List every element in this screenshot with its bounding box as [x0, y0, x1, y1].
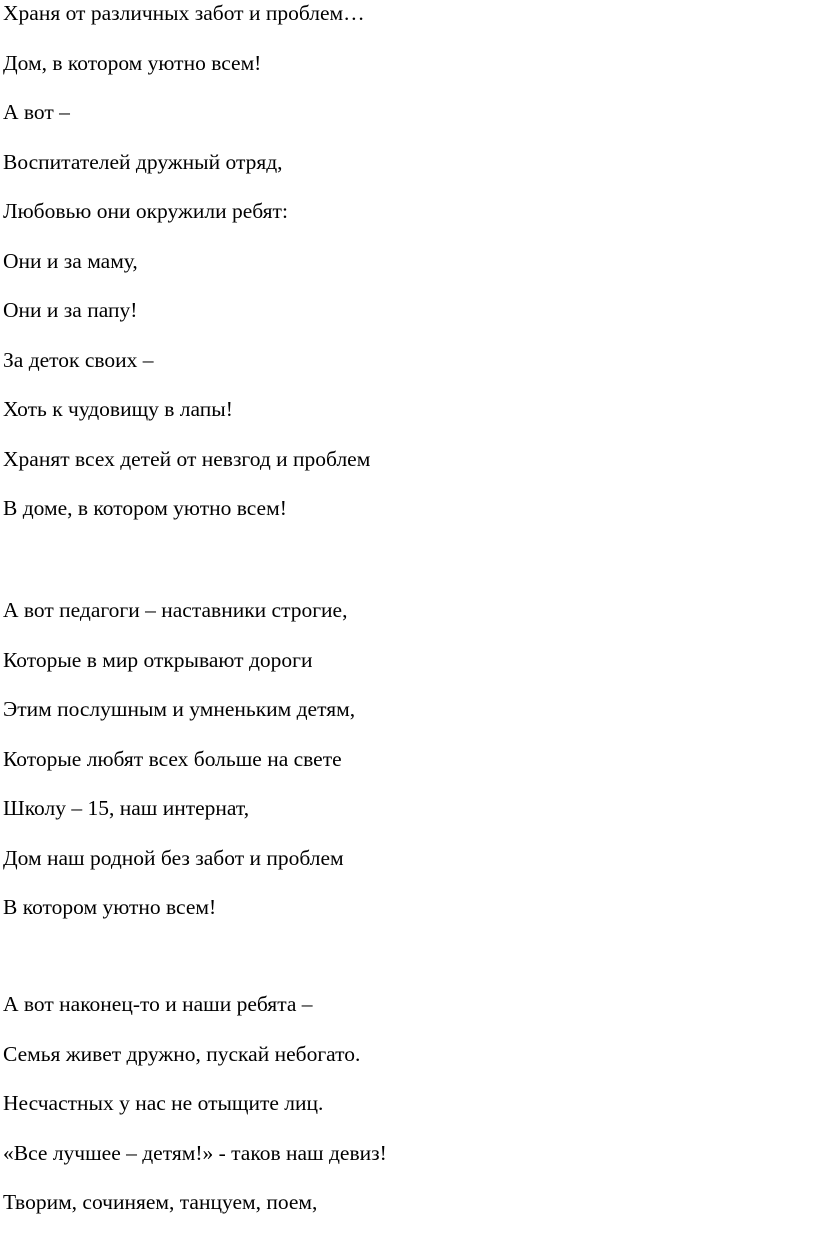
poem-line: Семья живет дружно, пускай небогато.: [3, 1041, 361, 1066]
poem-line: За деток своих –: [3, 347, 154, 372]
poem-line: Хранят всех детей от невзгод и проблем: [3, 446, 371, 471]
poem-stanza-2: [0, 597, 355, 944]
poem-line: Которые в мир открывают дороги: [3, 647, 313, 672]
poem-line: Дом наш родной без забот и проблем: [3, 845, 344, 870]
poem-line: Храня от различных забот и проблем…: [3, 1, 365, 25]
poem-line: В котором уютно всем!: [3, 895, 217, 919]
poem-line: А вот педагоги – наставники строгие,: [3, 598, 348, 622]
poem-line: Творим, сочиняем, танцуем, поем,: [3, 1190, 318, 1214]
poem-line: Которые любят всех больше на свете: [3, 746, 342, 771]
poem-line: А вот наконец-то и наши ребята –: [3, 992, 313, 1016]
poem-line: Дом, в котором уютно всем!: [3, 50, 262, 75]
poem-line: Они и за маму,: [3, 248, 138, 273]
poem-line: Школу – 15, наш интернат,: [3, 796, 250, 820]
poem-stanza-1: [0, 0, 370, 545]
poem-line: Любовью они окружили ребят:: [3, 199, 288, 223]
poem-line: «Все лучшее – детям!» - таков наш девиз!: [3, 1140, 387, 1165]
poem-line: Хоть к чудовищу в лапы!: [3, 397, 233, 421]
poem-line: Этим послушным и умненьким детям,: [3, 697, 356, 721]
poem-line: Воспитателей дружный отряд,: [3, 149, 283, 174]
poem-line: В доме, в котором уютно всем!: [3, 496, 287, 520]
poem-line: Несчастных у нас не отыщите лиц.: [3, 1091, 324, 1115]
poem-line: А вот –: [3, 100, 70, 124]
poem-stanza-3: [0, 991, 387, 1239]
poem-line: Они и за папу!: [3, 298, 138, 322]
